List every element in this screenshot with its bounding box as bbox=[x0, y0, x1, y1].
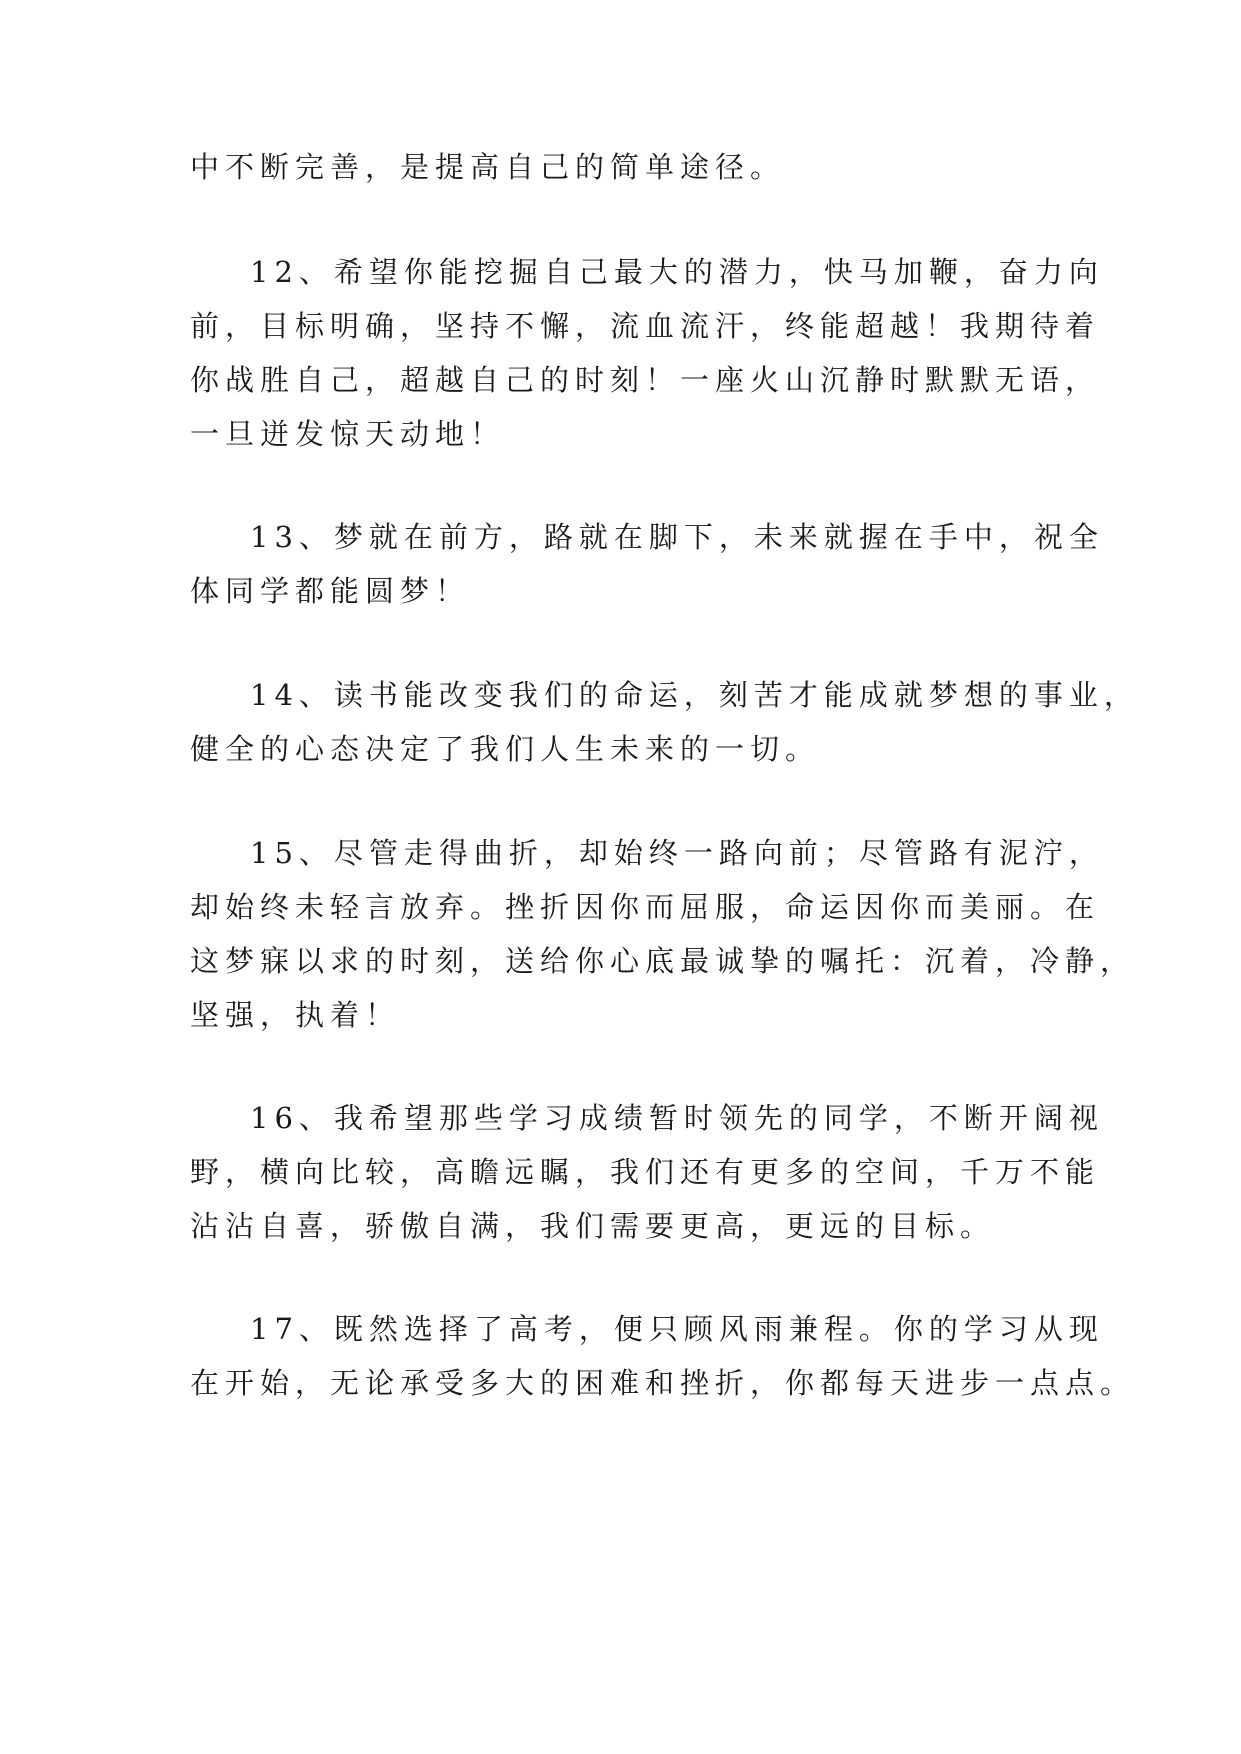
paragraph-12-line-2: 前，目标明确，坚持不懈，流血流汗，终能超越！我期待着 bbox=[190, 309, 1101, 343]
paragraph-14-line-2: 健全的心态决定了我们人生未来的一切。 bbox=[190, 732, 821, 766]
paragraph-14-line-1: 14、读书能改变我们的命运，刻苦才能成就梦想的事业， bbox=[250, 678, 1139, 712]
paragraph-16-line-2: 野，横向比较，高瞻远瞩，我们还有更多的空间，千万不能 bbox=[190, 1155, 1101, 1189]
paragraph-16-line-1: 16、我希望那些学习成绩暂时领先的同学，不断开阔视 bbox=[250, 1101, 1104, 1135]
paragraph-15-line-1: 15、尽管走得曲折，却始终一路向前；尽管路有泥泞， bbox=[250, 836, 1104, 870]
paragraph-17-line-2: 在开始，无论承受多大的困难和挫折，你都每天进步一点点。 bbox=[190, 1366, 1136, 1400]
paragraph-12-line-4: 一旦迸发惊天动地！ bbox=[190, 417, 506, 451]
paragraph-12-line-1: 12、希望你能挖掘自己最大的潜力，快马加鞭，奋力向 bbox=[250, 255, 1104, 289]
paragraph-13-line-1: 13、梦就在前方，路就在脚下，未来就握在手中，祝全 bbox=[250, 520, 1104, 554]
paragraph-12-line-3: 你战胜自己，超越自己的时刻！一座火山沉静时默默无语， bbox=[190, 363, 1101, 397]
paragraph-16-line-3: 沾沾自喜，骄傲自满，我们需要更高，更远的目标。 bbox=[190, 1209, 996, 1243]
paragraph-17-line-1: 17、既然选择了高考，便只顾风雨兼程。你的学习从现 bbox=[250, 1312, 1104, 1346]
paragraph-15-line-4: 坚强，执着！ bbox=[190, 998, 401, 1032]
paragraph-15-line-2: 却始终未轻言放弃。挫折因你而屈服，命运因你而美丽。在 bbox=[190, 890, 1101, 924]
paragraph-15-line-3: 这梦寐以求的时刻，送给你心底最诚挚的嘱托：沉着，冷静， bbox=[190, 944, 1136, 978]
paragraph-11-line-1: 中不断完善，是提高自己的简单途径。 bbox=[190, 150, 786, 184]
paragraph-13-line-2: 体同学都能圆梦！ bbox=[190, 574, 471, 608]
